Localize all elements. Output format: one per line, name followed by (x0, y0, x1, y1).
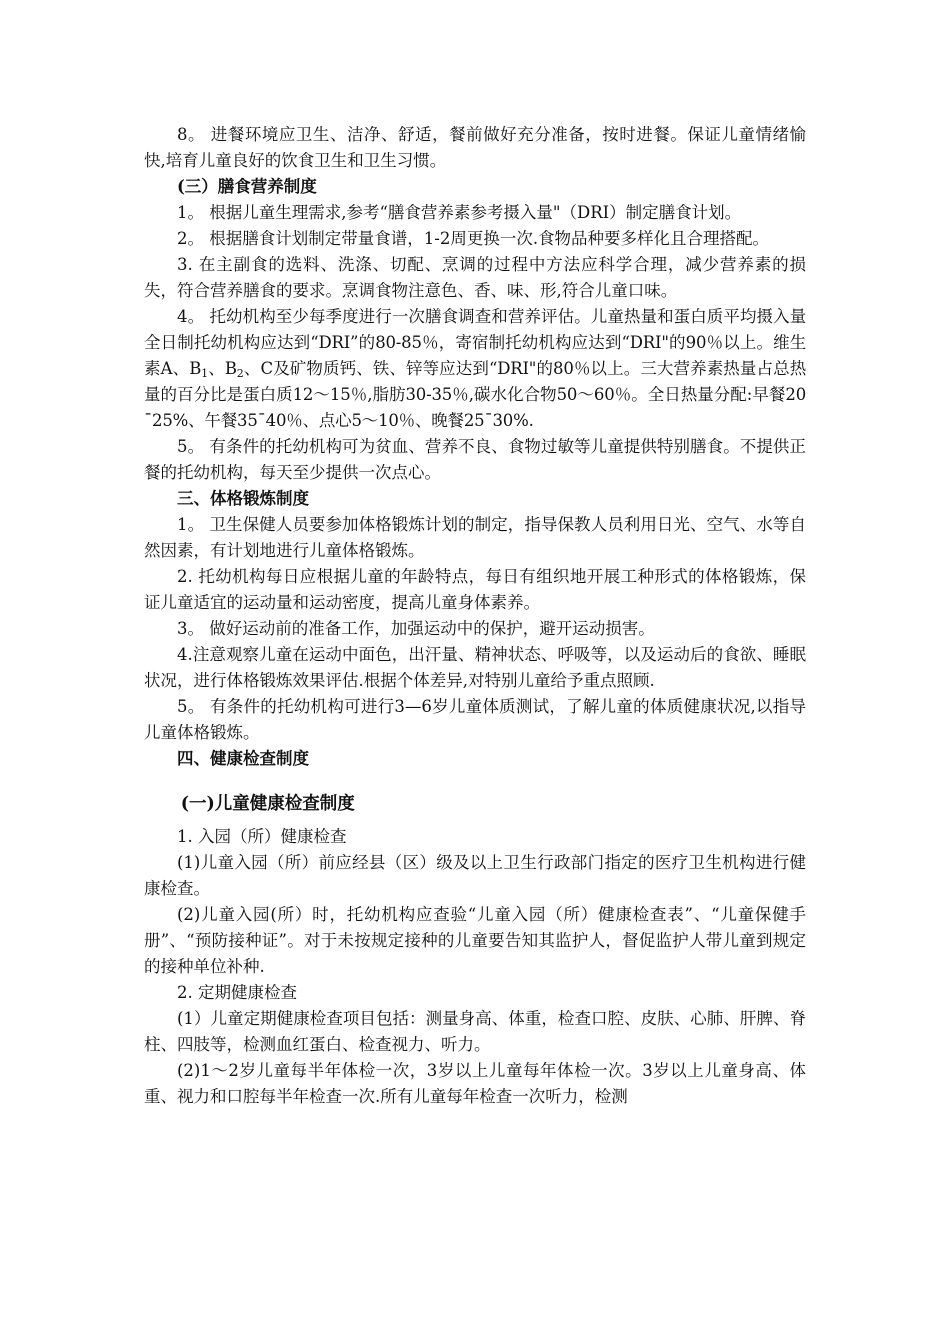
paragraph-periodic-check-2: (2)1～2岁儿童每半年体检一次，3岁以上儿童每年体检一次。3岁以上儿童身高、体重、视力和口腔每半年检查一次.所有儿童每年检查一次听力，检测 (144, 1061, 806, 1106)
paragraph-nutrition-evaluation (144, 304, 806, 434)
subscript-b1: 1 (201, 367, 208, 380)
subscript-b2: 2 (236, 367, 244, 380)
paragraph-exercise-prep: 3。 做好运动前的准备工作，加强运动中的保护，避开运动损害。 (177, 619, 655, 638)
heading-child-health-check: (一)儿童健康检查制度 (180, 794, 355, 814)
paragraph-exercise-plan: 1。 卫生保健人员要参加体格锻炼计划的制定，指导保教人员利用日光、空气、水等自然因素，有计划地进行儿童体格锻炼。 (144, 515, 806, 560)
heading-physical-exercise-system: 三、体格锻炼制度 (177, 489, 309, 508)
paragraph-menu: 2。 根据膳食计划制定带量食谱，1-2周更换一次.食物品种要多样化且合理搭配。 (177, 229, 770, 248)
paragraph-special-meals: 5。 有条件的托幼机构可为贫血、营养不良、食物过敏等儿童提供特别膳食。不提供正餐的托幼机构，每天至少提供一次点心。 (144, 437, 806, 482)
document-page (144, 122, 806, 1110)
paragraph-cooking: 3. 在主副食的选料、洗涤、切配、烹调的过程中方法应科学合理，减少营养素的损失，符合营养膳食的要求。烹调食物注意色、香、味、形,符合儿童口味。 (144, 255, 806, 300)
nutrition-text-part-mid: 、B (207, 359, 237, 378)
nutrition-text-part-a: 4。 托幼机构至少每季度进行一次膳食调查和营养评估。儿童热量和蛋白质平均摄入量全日制托幼机构应达到“DRI”的80-85％，寄宿制托幼机构应达到“DRI"的90％以上。维生素A、B (144, 307, 806, 378)
paragraph-daily-exercise: 2. 托幼机构每日应根据儿童的年龄特点，每日有组织地开展工种形式的体格锻炼，保证儿童适宜的运动量和运动密度，提高儿童身体素养。 (144, 567, 806, 612)
paragraph-fitness-test: 5。 有条件的托幼机构可进行3—6岁儿童体质测试，了解儿童的体质健康状况,以指导儿童体格锻炼。 (144, 697, 806, 742)
paragraph-exercise-observation: 4.注意观察儿童在运动中面色，出汗量、精神状态、呼吸等，以及运动后的食欲、睡眠状况，进行体格锻炼效果评估.根据个体差异,对特别儿童给予重点照顾. (144, 645, 806, 690)
paragraph-diet-plan: 1。 根据儿童生理需求,参考“膳食营养素参考摄入量"（DRI）制定膳食计划。 (177, 203, 742, 222)
nutrition-text-part-c: 、C及矿物质钙、铁、锌等应达到“DRI"的80％以上。三大营养素热量占总热量的百分比是蛋白质12～15％,脂肪30-35％,碳水化合物50～60％。全日热量分配:早餐20¯25%、午餐35¯40％、点心5～10％、晚餐25¯30%. (144, 359, 806, 430)
heading-health-check-system: 四、健康检查制度 (177, 749, 309, 768)
paragraph-periodic-check-1: (1）儿童定期健康检查项目包括：测量身高、体重，检查口腔、皮肤、心肺、肝脾、脊柱、四肢等，检测血红蛋白、检查视力、听力。 (144, 1009, 806, 1054)
paragraph-meal-environment: 8。 进餐环境应卫生、洁净、舒适，餐前做好充分准备，按时进餐。保证儿童情绪愉快,培育儿童良好的饮食卫生和卫生习惯。 (144, 125, 806, 170)
paragraph-admission-check-1: (1)儿童入园（所）前应经县（区）级及以上卫生行政部门指定的医疗卫生机构进行健康检查。 (144, 853, 806, 898)
paragraph-admission-check-title: 1. 入园（所）健康检查 (177, 827, 347, 846)
heading-diet-nutrition-system: (三）膳食营养制度 (177, 177, 317, 196)
paragraph-admission-check-2: (2)儿童入园(所）时，托幼机构应查验“儿童入园（所）健康检查表”、“儿童保健手册”、“预防接种证”。对于未按规定接种的儿童要告知其监护人，督促监护人带儿童到规定的接种单位补种. (144, 905, 806, 976)
paragraph-periodic-check-title: 2. 定期健康检查 (177, 983, 297, 1002)
